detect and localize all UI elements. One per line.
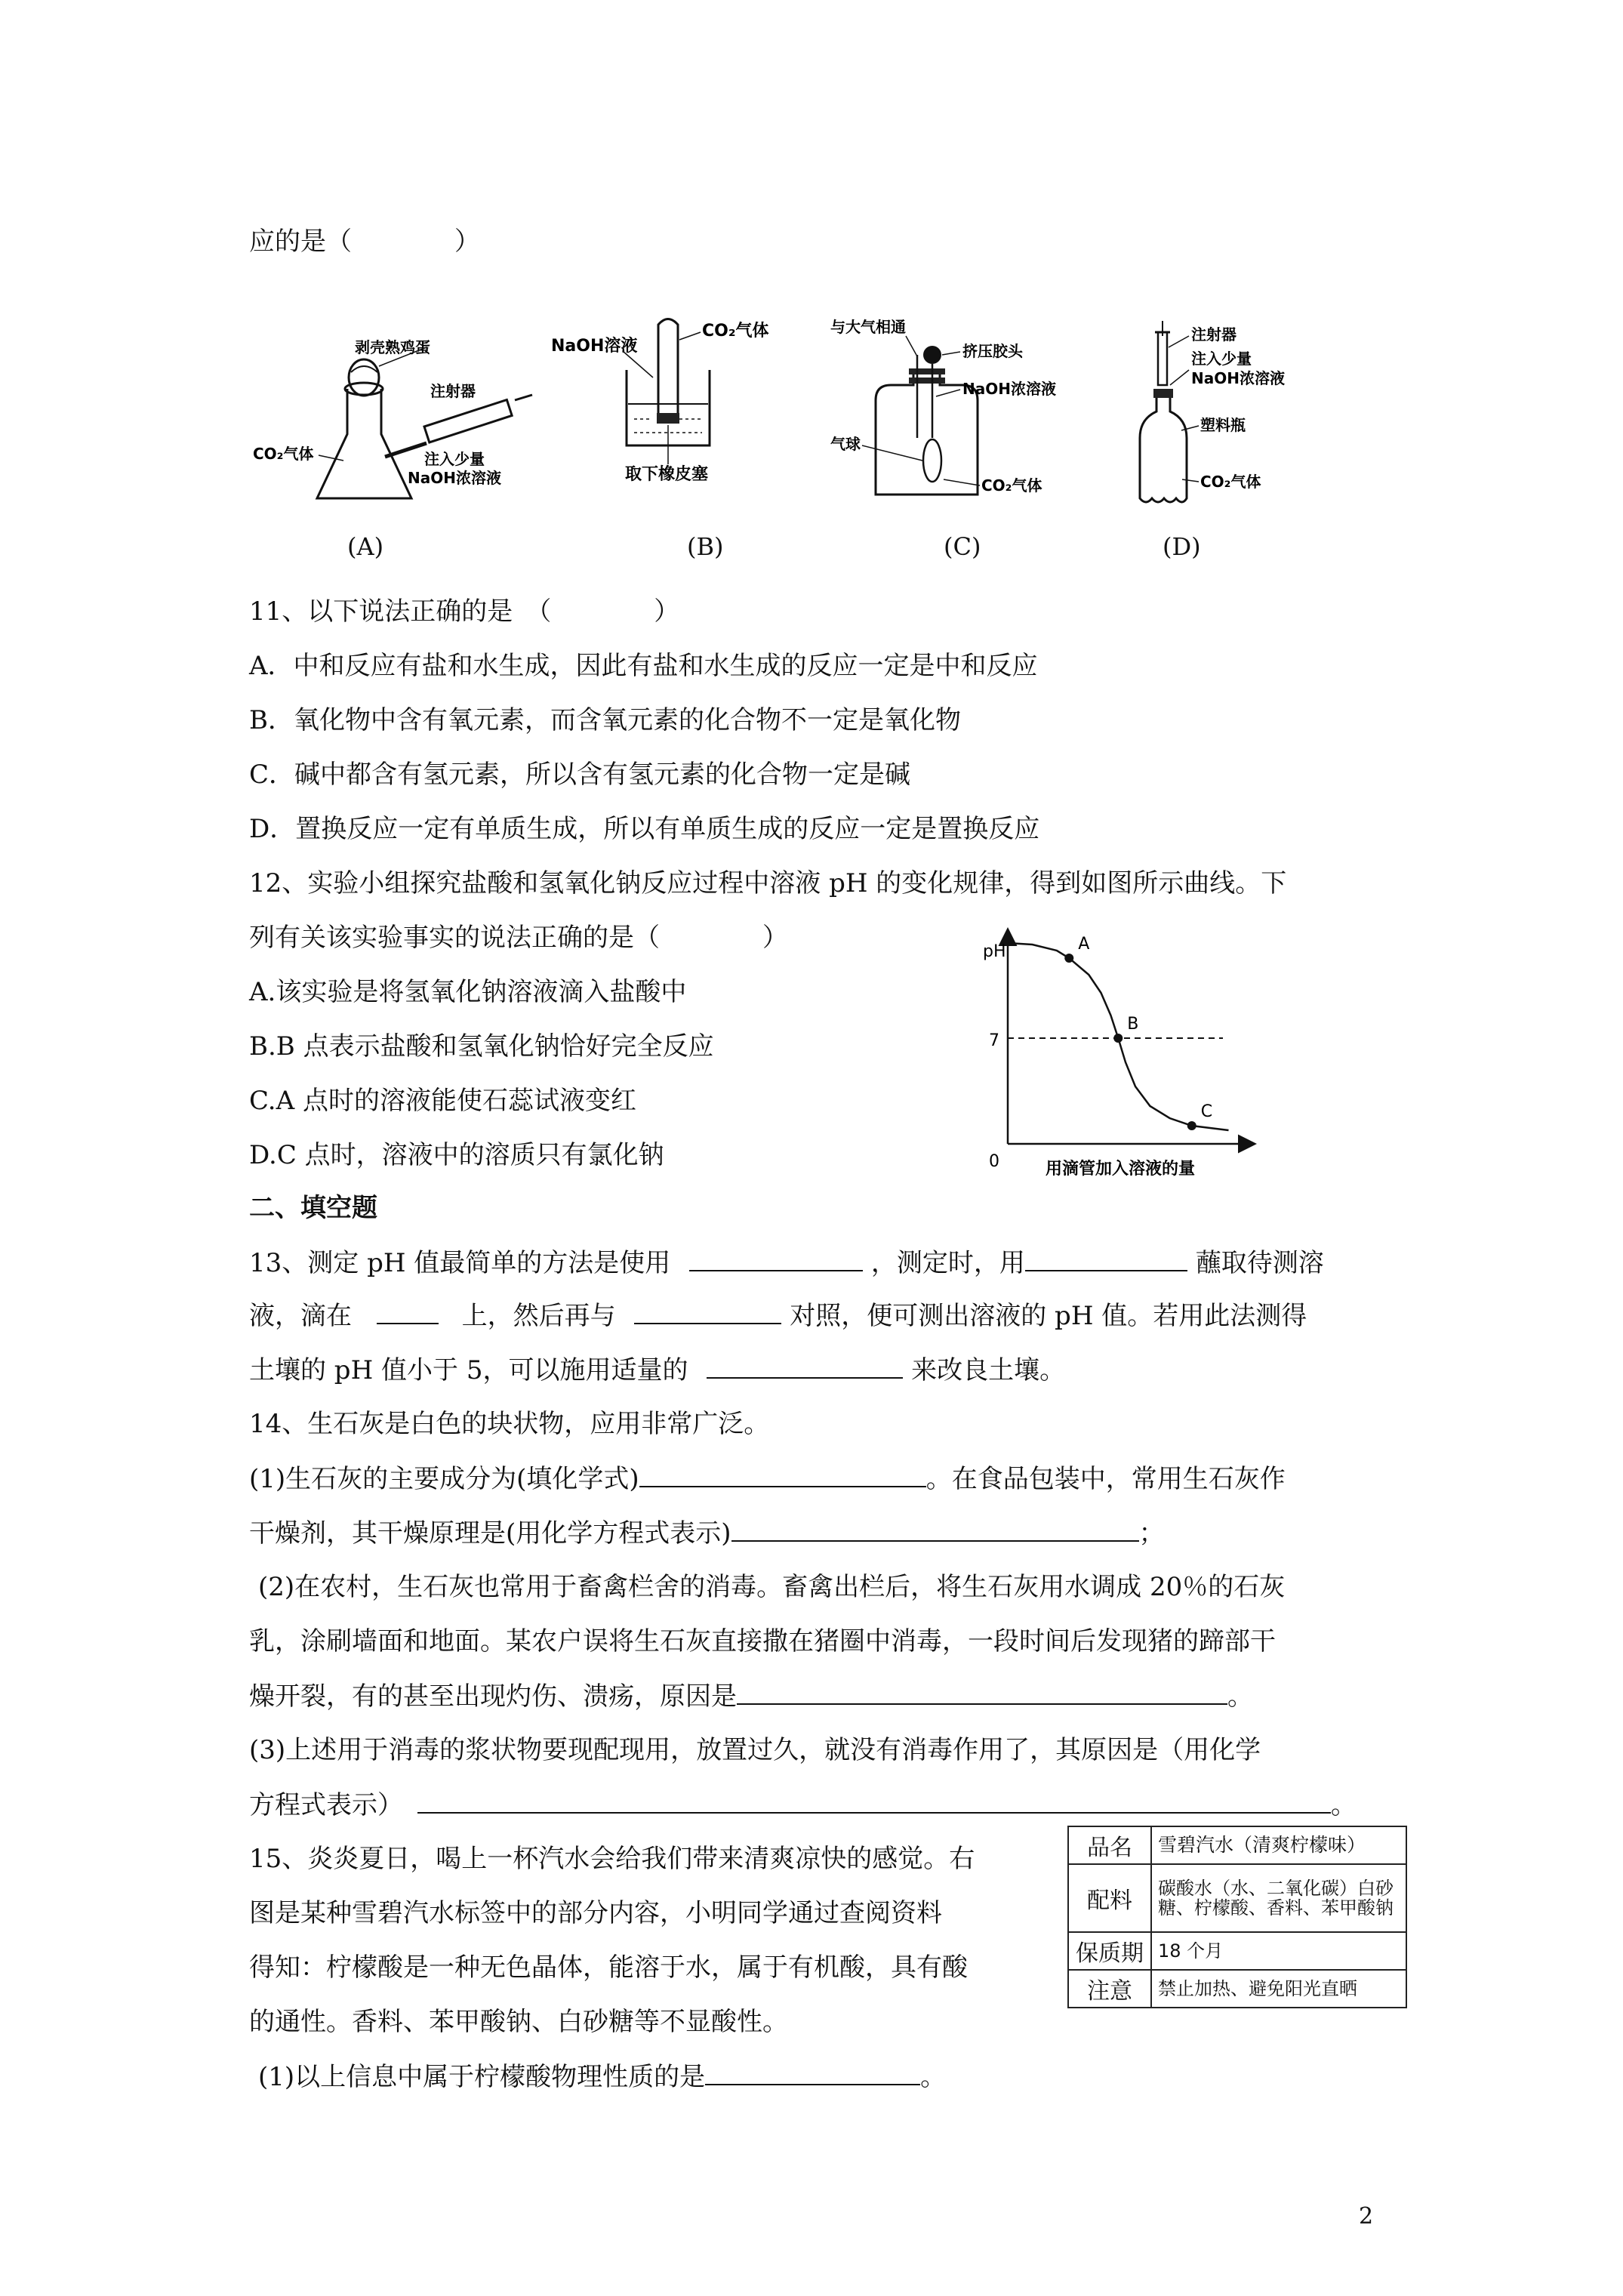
fig-b-label-naoh: NaOH溶液 (551, 337, 638, 356)
fig-b-caption: (B) (687, 532, 724, 561)
q11-option-c: C．碱中都含有氢元素，所以含有氢元素的化合物一定是碱 (249, 760, 911, 790)
label-value-ingredients: 碳酸水（水、二氧化碳）白砂糖、柠檬酸、香料、苯甲酸钠 (1151, 1864, 1406, 1932)
q12-option-b: B.B 点表示盐酸和氢氧化钠恰好完全反应 (249, 1031, 714, 1062)
q13-blank-3[interactable] (377, 1300, 439, 1324)
fig-a-label-naoh: NaOH浓溶液 (408, 469, 501, 487)
q14-part1-line-1 (249, 1463, 1286, 1494)
q13-text-3b: 来改良土壤。 (911, 1355, 1066, 1385)
label-row-ingredients (1068, 1864, 1406, 1932)
q14-part3-line-1: (3)上述用于消毒的浆状物要现配现用，放置过久，就没有消毒作用了，其原因是（用化学 (249, 1735, 1261, 1765)
q15-line-1: 15、炎炎夏日，喝上一杯汽水会给我们带来清爽凉快的感觉。右 (249, 1844, 975, 1874)
q14-blank-3[interactable] (737, 1681, 1227, 1705)
label-value-shelf-life: 18 个月 (1151, 1932, 1406, 1970)
q11-option-d: D．置换反应一定有单质生成，所以有单质生成的反应一定是置换反应 (249, 814, 1040, 844)
q14-blank-1[interactable] (639, 1463, 926, 1487)
fig-d-label-bottle: 塑料瓶 (1200, 416, 1246, 434)
q13-text-2a: 液，滴在 (249, 1301, 352, 1331)
q12-option-c: C.A 点时的溶液能使石蕊试液变红 (249, 1086, 636, 1116)
y-axis-label: pH (983, 942, 1006, 961)
section-2-heading: 二、填空题 (249, 1193, 377, 1223)
q12-option-a: A.该实验是将氢氧化钠溶液滴入盐酸中 (249, 977, 687, 1007)
q14-text-3b: 方程式表示） (249, 1790, 403, 1820)
q13-blank-1[interactable] (689, 1247, 863, 1271)
fig-a-label-co2: CO₂气体 (253, 445, 314, 463)
fig-d-label-co2: CO₂气体 (1200, 473, 1261, 491)
fig-b-label-co2: CO₂气体 (702, 322, 769, 341)
q13-text-1a: 13、测定 pH 值最简单的方法是使用 (249, 1248, 671, 1278)
fig-c-label-balloon: 气球 (830, 435, 861, 453)
q14-text-1a: (1)生石灰的主要成分为(填化学式) (249, 1464, 639, 1494)
label-row-shelf-life (1068, 1932, 1406, 1970)
q14-text-1b: 。在食品包装中，常用生石灰作 (925, 1464, 1286, 1494)
point-a (1064, 954, 1073, 963)
label-key-name: 品名 (1068, 1826, 1151, 1864)
fig-c-label-squeeze: 挤压胶头 (962, 342, 1023, 360)
q15-sub-1 (258, 2061, 946, 2092)
label-key-ingredients: 配料 (1068, 1864, 1151, 1932)
q11-stem: 11、以下说法正确的是 （ ） (249, 596, 680, 627)
figure-c (830, 310, 1117, 506)
q11-option-b: B．氧化物中含有氧元素，而含氧元素的化合物不一定是氧化物 (249, 705, 961, 735)
point-b (1113, 1034, 1123, 1043)
q14-part1-line-2 (249, 1518, 1165, 1549)
point-label-a: A (1078, 935, 1090, 954)
page-number: 2 (1359, 2203, 1374, 2230)
q13-text-2c: 对照，便可测出溶液的 pH 值。若用此法测得 (790, 1301, 1307, 1331)
q13-blank-4[interactable] (634, 1300, 781, 1324)
q14-text-1d: ； (1138, 1518, 1165, 1549)
fig-c-label-co2: CO₂气体 (981, 476, 1042, 495)
fig-a-label-inject: 注入少量 (424, 450, 485, 468)
point-label-b: B (1127, 1015, 1139, 1034)
sprite-label-table (1067, 1826, 1407, 2008)
q13-line-2 (249, 1300, 1307, 1331)
origin-label: 0 (989, 1152, 999, 1171)
fig-c-label-naoh: NaOH浓溶液 (962, 380, 1056, 398)
q15-text-1a: (1)以上信息中属于柠檬酸物理性质的是 (258, 2062, 706, 2092)
figure-a (249, 313, 544, 513)
q13-blank-5[interactable] (707, 1354, 903, 1379)
q15-line-4: 的通性。香料、苯甲酸钠、白砂糖等不显酸性。 (249, 2007, 788, 2037)
q14-blank-4[interactable] (417, 1789, 1331, 1814)
intro-line: 应的是（ ） (249, 227, 480, 257)
x-axis-label: 用滴管加入溶液的量 (1046, 1160, 1196, 1179)
q14-text-2c: 燥开裂，有的甚至出现灼伤、溃疡，原因是 (249, 1681, 737, 1712)
label-value-notice: 禁止加热、避免阳光直晒 (1151, 1970, 1406, 2008)
q15-blank-1[interactable] (705, 2061, 920, 2085)
q13-line-3 (249, 1354, 1065, 1385)
fig-c-caption: (C) (944, 532, 981, 561)
point-label-c: C (1200, 1102, 1213, 1121)
q15-line-2: 图是某种雪碧汽水标签中的部分内容，小明同学通过查阅资料 (249, 1898, 942, 1928)
q13-text-2b: 上，然后再与 (461, 1301, 616, 1331)
q12-option-d: D.C 点时，溶液中的溶质只有氯化钠 (249, 1140, 664, 1170)
q14-part2-line-2: 乳，涂刷墙面和地面。某农户误将生石灰直接撒在猪圈中消毒，一段时间后发现猪的蹄部干 (249, 1626, 1276, 1657)
q14-stem: 14、生石灰是白色的块状物，应用非常广泛。 (249, 1409, 770, 1439)
fig-d-caption: (D) (1163, 532, 1201, 561)
q14-part2-line-1: (2)在农村，生石灰也常用于畜禽栏舍的消毒。畜禽出栏后，将生石灰用水调成 20％的石灰 (258, 1572, 1286, 1602)
q13-text-3a: 土壤的 pH 值小于 5，可以施用适量的 (249, 1355, 688, 1385)
fig-d-label-naoh: NaOH浓溶液 (1191, 369, 1285, 387)
q13-line-1 (249, 1247, 1324, 1278)
figure-d (1102, 317, 1329, 513)
q13-text-1c: 蘸取待测溶 (1195, 1248, 1324, 1278)
label-row-notice (1068, 1970, 1406, 2008)
label-key-notice: 注意 (1068, 1970, 1151, 2008)
q14-text-2d: 。 (1227, 1681, 1253, 1712)
q14-part2-line-3 (249, 1681, 1253, 1712)
ph-curve-chart (966, 917, 1268, 1182)
q14-text-3c: 。 (1330, 1790, 1357, 1820)
q13-blank-2[interactable] (1025, 1247, 1187, 1271)
fig-b-label-remove: 取下橡皮塞 (625, 465, 709, 484)
fig-a-label-syringe: 注射器 (430, 382, 476, 400)
q14-part3-line-2 (249, 1789, 1357, 1820)
q15-text-1b: 。 (920, 2062, 947, 2092)
fig-a-label-egg: 剥壳熟鸡蛋 (355, 338, 430, 356)
q15-line-3: 得知：柠檬酸是一种无色晶体，能溶于水，属于有机酸，具有酸 (249, 1952, 968, 1983)
y-tick-7: 7 (989, 1031, 999, 1050)
fig-a-caption: (A) (347, 532, 384, 561)
label-value-name: 雪碧汽水（清爽柠檬味） (1151, 1826, 1406, 1864)
figure-b (551, 313, 808, 495)
q14-blank-2[interactable] (731, 1518, 1139, 1542)
fig-d-label-syringe: 注射器 (1191, 325, 1236, 344)
fig-c-label-air: 与大气相通 (830, 318, 906, 336)
point-c (1187, 1121, 1196, 1130)
q11-option-a: A．中和反应有盐和水生成，因此有盐和水生成的反应一定是中和反应 (249, 651, 1038, 681)
label-key-shelf-life: 保质期 (1068, 1932, 1151, 1970)
q12-stem-1: 12、实验小组探究盐酸和氢氧化钠反应过程中溶液 pH 的变化规律，得到如图所示曲线。下 (249, 868, 1287, 898)
q14-text-1c: 干燥剂，其干燥原理是(用化学方程式表示) (249, 1518, 731, 1549)
q12-stem-2: 列有关该实验事实的说法正确的是（ ） (249, 923, 788, 953)
fig-d-label-inject: 注入少量 (1191, 350, 1252, 368)
label-row-name (1068, 1826, 1406, 1864)
q13-text-1b: ，测定时，用 (870, 1248, 1025, 1278)
